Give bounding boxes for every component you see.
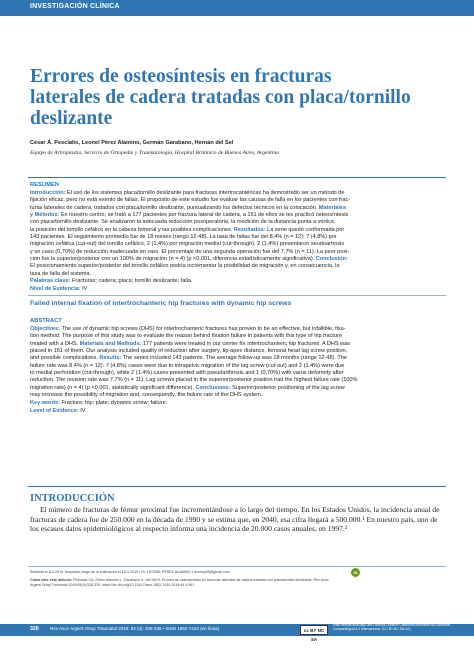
affiliation: Equipo de Artroplastia, Servicio de Ortopedia y Traumatología, Hospital Británico de Buenos Aires, Argentina [30,150,279,156]
resumen-text: 143 pacientes. El seguimiento promedio fue de 18 meses (rango 12-48). La tasa de fallas fue del 8,4% (n = 12): 7 (4,8%) por [30,234,337,241]
title-line-2: laterales de cadera tratadas con placa/tornillo [30,87,411,108]
abstract-text: and possible complications. [30,355,100,362]
journal-citation: Rev Asoc Argent Ortop Traumatol 2019; 84 (4): 328-335 • ISSN 1852-7434 (en línea) [50,626,220,631]
abstract-text: treated with a DHS. [30,340,80,347]
authors: César Á. Pescialio, Leonel Pérez Alamino, Germán Garabano, Hernán del Sel [30,140,234,146]
abstract-line [30,348,444,355]
cc-license-icon[interactable]: cc BY NC SA [300,625,328,635]
resumen-heading: RESUMEN [30,182,59,188]
resumen-text: ción fue la superior/posterior con un 100% de migración (n = 4) (p <0,001, diferencia estadísticamente significativa). [30,256,316,263]
abstract-text: 177 patients were treated in our center for intertrochanteric hip fractures. A DHS was [142,340,351,347]
resumen-line [30,234,444,241]
received-line: Recibido el 6-2-2019. Aceptado luego de la evaluación el 18-4-2019 • Dr. LEONEL PÉREZ ALAMINO • leonelp95@gmail.com [30,570,230,574]
resumen-level [30,286,87,292]
keywords-label: Palabras clave: [30,278,71,284]
license-text: Este Revista está bajo una Licencia Creative Commons Atribución-NoComercial-CompartirIgual 4.0 Internacional. (CC-BY-NC-SA 4.0) [333,623,452,631]
orcid-icon[interactable]: iD [351,568,360,577]
abstract-line [30,326,444,333]
resumen-line [30,263,444,270]
abstract-text: may increase the possibility of migration and, consequently, the failure rate of the DHS system. [30,392,263,399]
intro-paragraph: El número de fracturas de fémur proximal fue incrementándose a lo largo del tiempo. En los Estados Unidos, la incidencia anual de fracturas de cadera fue de 250.000 en la década de 1990 y se estima que, en 2040, esa cifra llegará a 500.000.¹ En nuestro país, uno de los escasos datos epidemiológicos al respecto informa una incidencia de 20.000 casos anuales, en 1997.² [30,505,440,534]
abstract-text: failure rate was 8.4% (n = 12): 7 (4.8%) cases were due to intrapelvic migration of the lag screw (cut-out) and 2 (1.4%) were due [30,362,345,369]
title-line-3: deslizante [30,108,113,129]
cite-label: Cómo citar este artículo: [30,578,73,582]
abstract-line [30,355,444,362]
resumen-text: la posición del tornillo cefálico en la cabeza femoral y las posibles complicaciones. [30,226,234,233]
resumen-line [30,249,444,256]
abstract-label-objectives: Objectives: [30,326,62,332]
level-text: IV [82,286,88,292]
level-text: IV [80,408,86,414]
abstract-heading: ABSTRACT [30,318,62,324]
resumen-label-metodos: y Métodos: [30,212,61,219]
level-label: Level of Evidence: [30,408,79,414]
resumen-text: El posicionamiento superior/posterior del tornillo cefálico podría incrementar la posibilidad de migración y, en consecuencia, la [30,263,340,270]
resumen-text: fijación eficaz, pero no está exento de fallas. El propósito de este estudio fue evaluar las causas de falla en los pacientes con frac- [30,197,351,204]
abstract-line [30,341,444,348]
resumen-line [30,219,444,226]
resumen-body [30,190,444,278]
section-band [0,0,474,16]
level-label: Nivel de Evidencia: [30,286,81,292]
english-title: Failed internal fixation of intertrochanteric hip fractures with dynamic hip screws [30,300,292,307]
keywords-text: Fracture; hip; plate; dynamic screw; failure. [61,400,168,406]
abstract-text: placed in 151 of them. Our analysis included quality of reduction after surgery, tip-apex distance, femoral head lag screw position, [30,348,348,355]
resumen-keywords [30,278,193,284]
resumen-label-materiales: Materiales [318,204,347,211]
resumen-text: migración cefálica (cut-out) del tornillo cefálico, 2 (1,4%) por migración medial (cut-through), 2 (1,4%) presentaron seudoartrosis [30,241,345,248]
cite-block [30,578,440,587]
abstract-line [30,377,444,384]
abstract-text: The use of dynamic hip screws (DHS) for intertrochanteric fractures has proven to be an effective, but infallible, fixa- [61,326,346,332]
resumen-line [30,227,444,234]
abstract-label-conclusions: Conclusions: [195,384,231,391]
abstract-line [30,363,444,370]
abstract-level [30,408,86,414]
resumen-text: La serie quedó conformada por [267,226,345,233]
resumen-line [30,212,444,219]
resumen-text: con placa/tornillo deslizante. Se analizaron la adecuada reducción posoperatoria, la medición de la distancia punta a vértice, [30,219,336,226]
title-line-1: Errores de osteosíntesis en fracturas [30,66,332,87]
abstract-line [30,370,444,377]
resumen-text: tasa de falla del sistema. [30,270,92,277]
abstract-line [30,333,444,340]
resumen-label-conclusion: Conclusión: [315,256,348,263]
abstract-line [30,392,444,399]
abstract-line [30,385,444,392]
abstract-keywords [30,400,167,406]
resumen-line [30,256,444,263]
resumen-text: En nuestro centro, se trató a 177 pacientes por fractura lateral de cadera, a 151 de ellos se les practicó osteosíntesis [60,212,349,219]
cite-text: Pescialio CA, Pérez Alamino L, Garabano G, del Sel H. Errores de osteosíntesis en fracturas laterales de cadera tratadas con placa/tornillo deslizante. Rev Asoc [73,578,329,582]
resumen-line [30,241,444,248]
article-title [30,66,450,129]
resumen-text: turas laterales de cadera, tratados con placa/tornillo deslizante, puntualizando los defectos técnicos en la colocación. [30,204,319,211]
intro-heading: INTRODUCCIÓN [30,493,115,504]
abstract-body [30,326,444,399]
keywords-label: Key words: [30,400,60,406]
section-label: INVESTIGACIÓN CLÍNICA [30,3,120,10]
resumen-line [30,190,444,197]
resumen-label-resultados: Resultados: [233,226,266,233]
abstract-label-results: Results: [99,355,122,362]
resumen-text: El uso de los sistemas placa/tornillo deslizante para fracturas intertrocantéricas ha demostrado ser un método de [66,190,345,196]
abstract-text: reduction. The revision rate was 7.7% (n = 11). Lag screws placed in the superior/posterior position had the highest failure rate (100% [30,377,358,384]
keywords-text: Fracturas; cadera; placa; tornillo deslizante; falla. [71,278,193,284]
abstract-text: The series included 143 patients. The average follow-up was 18 months (range 12-48). The [122,355,347,362]
resumen-line [30,205,444,212]
abstract-text: Superior/posterior positioning of the lag screw [232,384,345,391]
abstract-text: to medial perforation (cut-through), while 2 (1.4%) cases presented with pseudarthrosis and 1 (0.70%) with varus deformity after [30,370,344,377]
page-number: 328 [30,626,39,632]
abstract-text: tion method. The purpose of this study was to evaluate the reason behind fixation failure in patients with this type of hip fracture [30,333,342,340]
resumen-line [30,197,444,204]
cite-text-2: Argent Ortop Traumatol 2019;84(4):328-335. https://dx.doi.org/10.15417/issn.1852-7434.2019.84.4.961 [30,582,195,587]
resumen-text: y un caso (0,70%) de reducción inadecuada en varo. El porcentaje de una segunda operación fue del 7,7% (n = 11). La peor posi- [30,248,350,255]
abstract-text: migration rate) (n = 4) (p <0.001, statistically significant difference). [30,384,196,391]
resumen-label-intro: Introducción: [30,190,67,196]
divider [28,295,446,296]
abstract-label-methods: Materials and Methods: [79,340,142,347]
